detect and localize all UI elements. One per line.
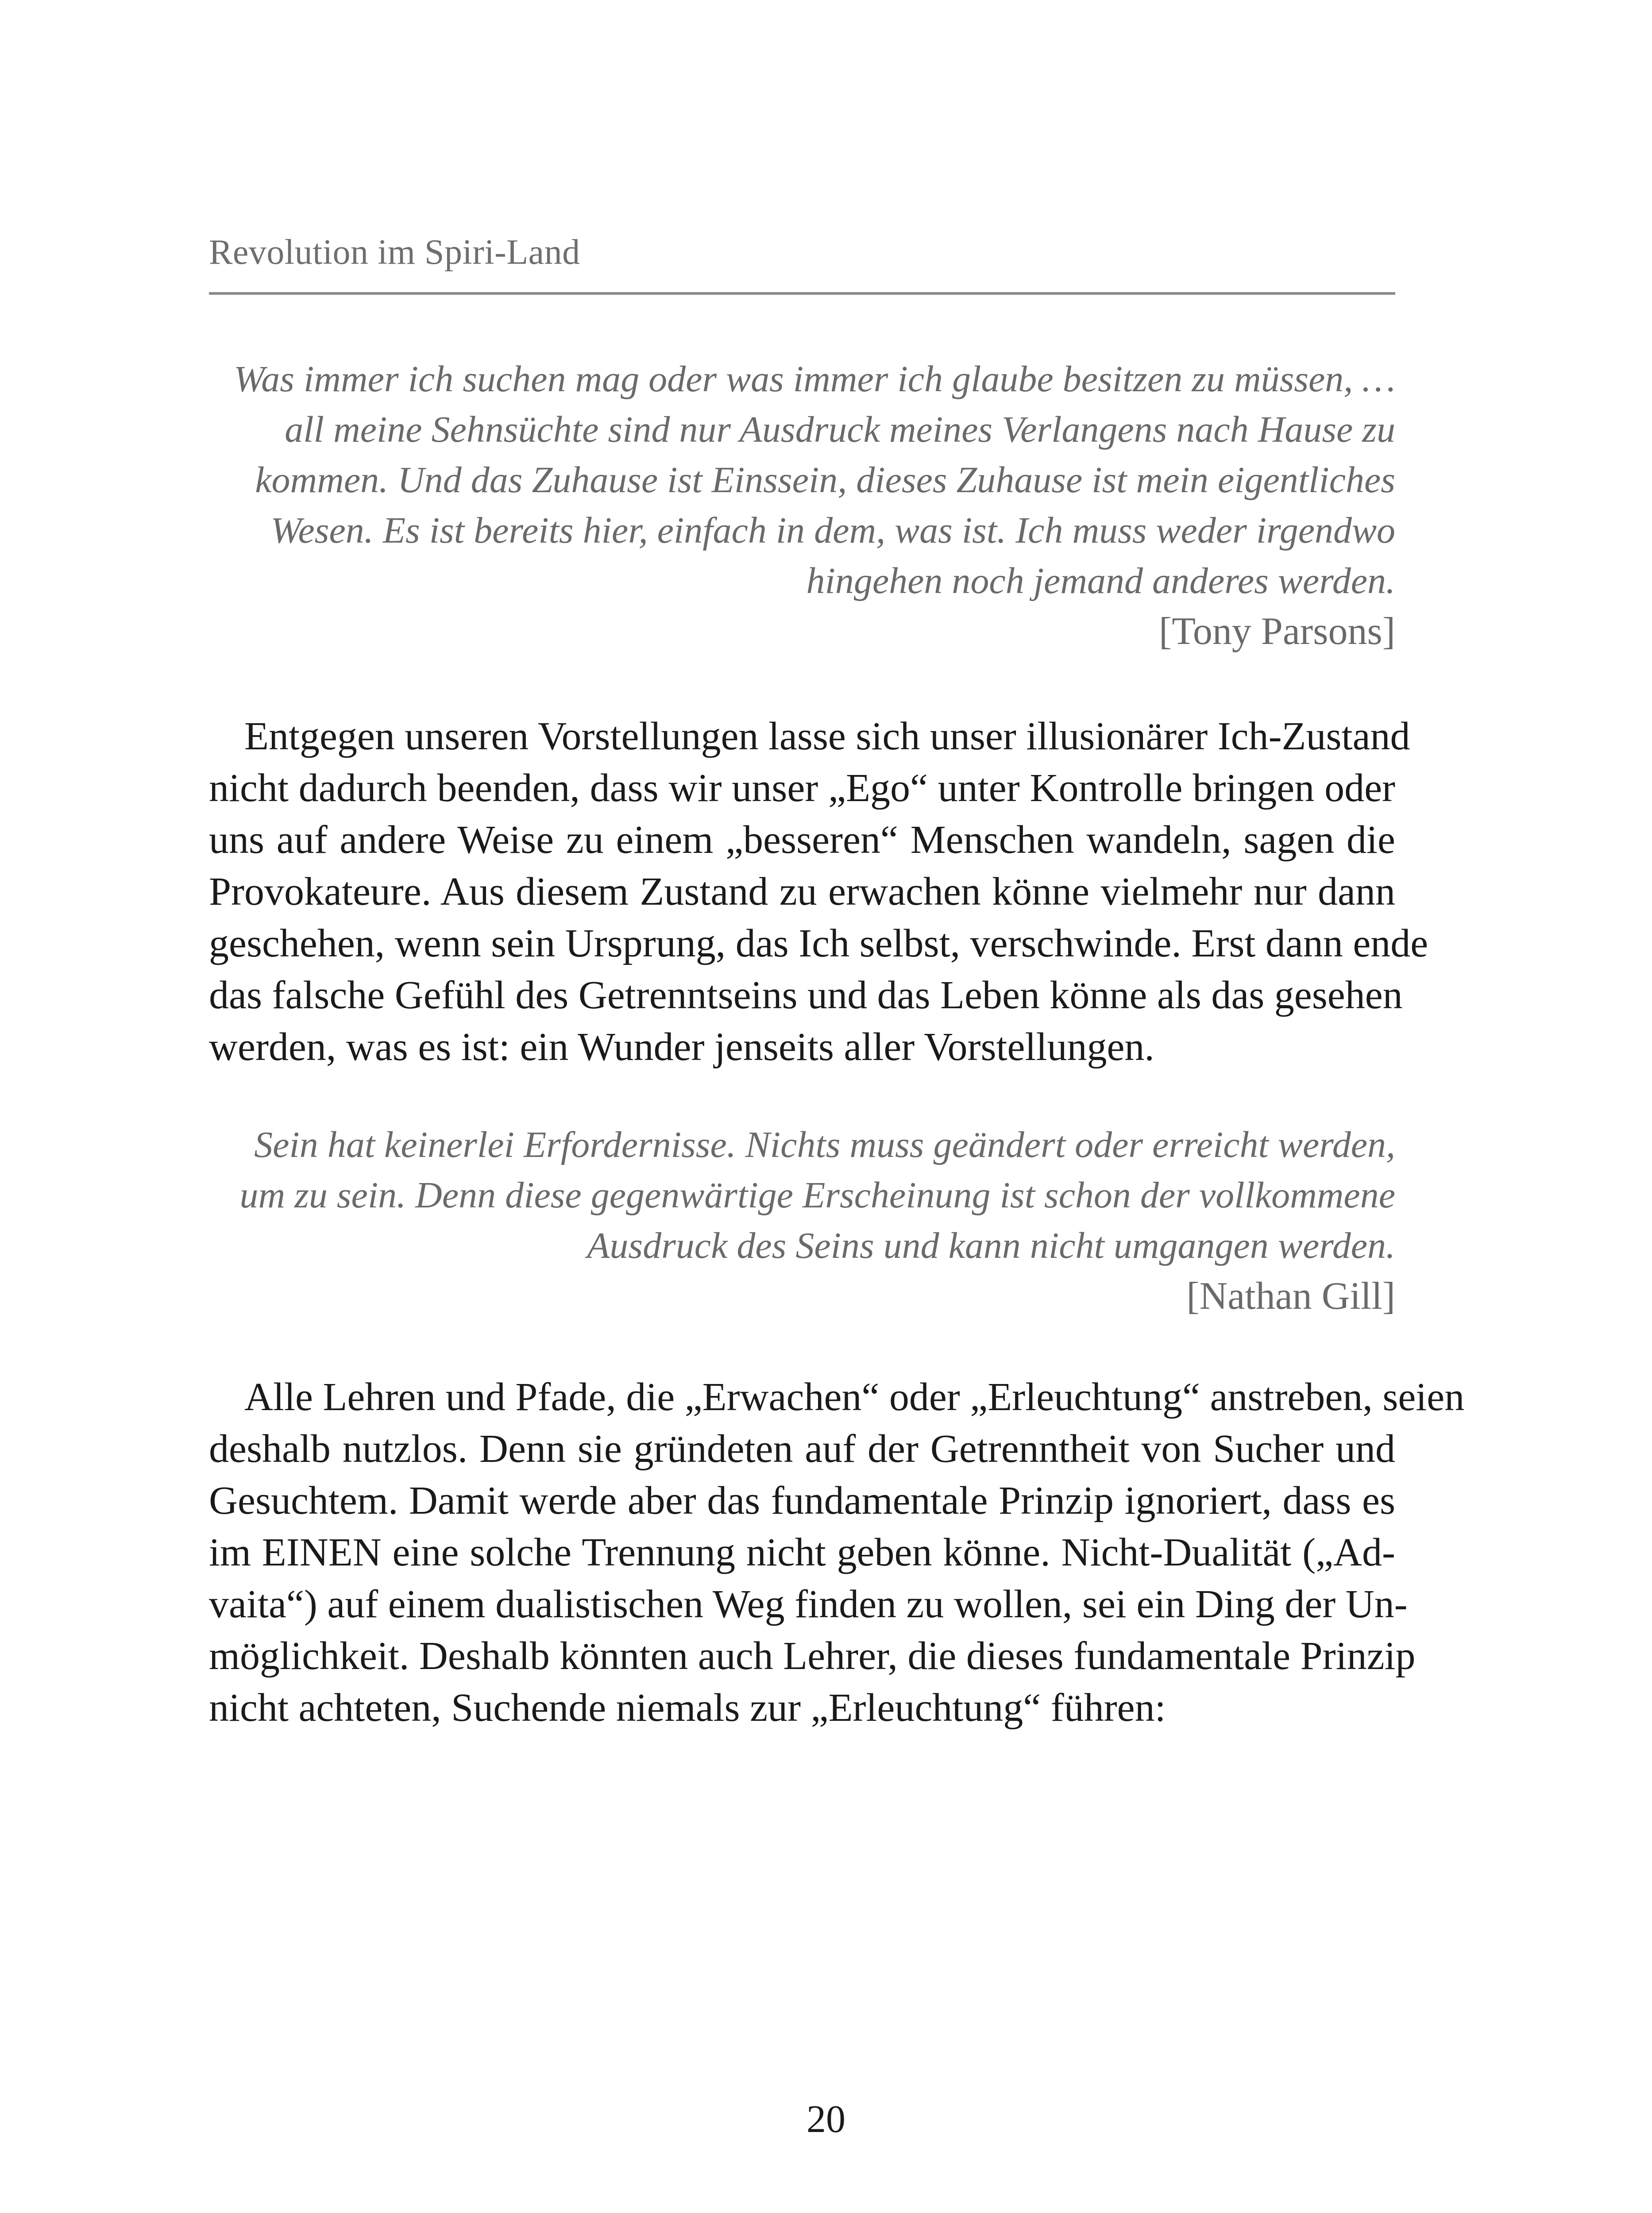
quote-line: Ausdruck des Seins und kann nicht umgangen werden. [587,1225,1395,1266]
quote-attribution: [Tony Parsons] [1158,610,1395,653]
body-paragraph-1 [209,710,1428,1073]
paragraph-line: Entgegen unseren Vorstellungen lasse sich unser illusionärer Ich-Zustand [244,714,1410,758]
paragraph-line: nicht achteten, Suchende niemals zur „Erleuchtung“ führen: [209,1686,1166,1730]
paragraph-line: Gesuchtem. Damit werde aber das fundamentale Prinzip ignoriert, dass es [209,1479,1395,1523]
paragraph-line: uns auf andere Weise zu einem „besseren“ Menschen wandeln, sagen die [209,818,1395,862]
page-number: 20 [807,2098,845,2141]
quote-line: all meine Sehnsüchte sind nur Ausdruck meines Verlangens nach Hause zu [285,409,1395,450]
quote-attribution: [Nathan Gill] [1186,1275,1395,1318]
quote-line: Was immer ich suchen mag oder was immer ich glaube besitzen zu müssen, … [233,359,1395,400]
quote-line: um zu sein. Denn diese gegenwärtige Erscheinung ist schon der vollkommene [239,1175,1395,1216]
running-header: Revolution im Spiri-Land [209,233,580,272]
quote-line: Sein hat keinerlei Erfordernisse. Nichts muss geändert oder erreicht werden, [254,1124,1395,1165]
paragraph-line: Alle Lehren und Pfade, die „Erwachen“ oder „Erleuchtung“ anstreben, seien [244,1375,1465,1419]
paragraph-line: im EINEN eine solche Trennung nicht geben könne. Nicht-Dualität („Ad- [209,1531,1395,1574]
quote-line: Wesen. Es ist bereits hier, einfach in dem, was ist. Ich muss weder irgendwo [270,510,1395,551]
paragraph-line: vaita“) auf einem dualistischen Weg finden zu wollen, sei ein Ding der Un- [209,1582,1408,1626]
paragraph-line: möglichkeit. Deshalb könnten auch Lehrer, die dieses fundamentale Prinzip [209,1634,1416,1678]
paragraph-line: das falsche Gefühl des Getrenntseins und das Leben könne als das gesehen [209,973,1403,1017]
quote-line: hingehen noch jemand anderes werden. [806,560,1395,601]
header-rule [209,292,1395,295]
quote-line: kommen. Und das Zuhause ist Einssein, dieses Zuhause ist mein eigentliches [255,459,1395,501]
epigraph-quote-parsons [209,354,1395,657]
body-paragraph-2 [209,1371,1465,1734]
paragraph-line: geschehen, wenn sein Ursprung, das Ich selbst, verschwinde. Erst dann ende [209,921,1428,965]
paragraph-line: nicht dadurch beenden, dass wir unser „Ego“ unter Kontrolle bringen oder [209,766,1395,810]
paragraph-line: deshalb nutzlos. Denn sie gründeten auf der Getrenntheit von Sucher und [209,1427,1395,1471]
paragraph-line: Provokateure. Aus diesem Zustand zu erwachen könne vielmehr nur dann [209,870,1395,914]
epigraph-quote-gill [209,1120,1395,1322]
paragraph-line: werden, was es ist: ein Wunder jenseits aller Vorstellungen. [209,1025,1154,1069]
